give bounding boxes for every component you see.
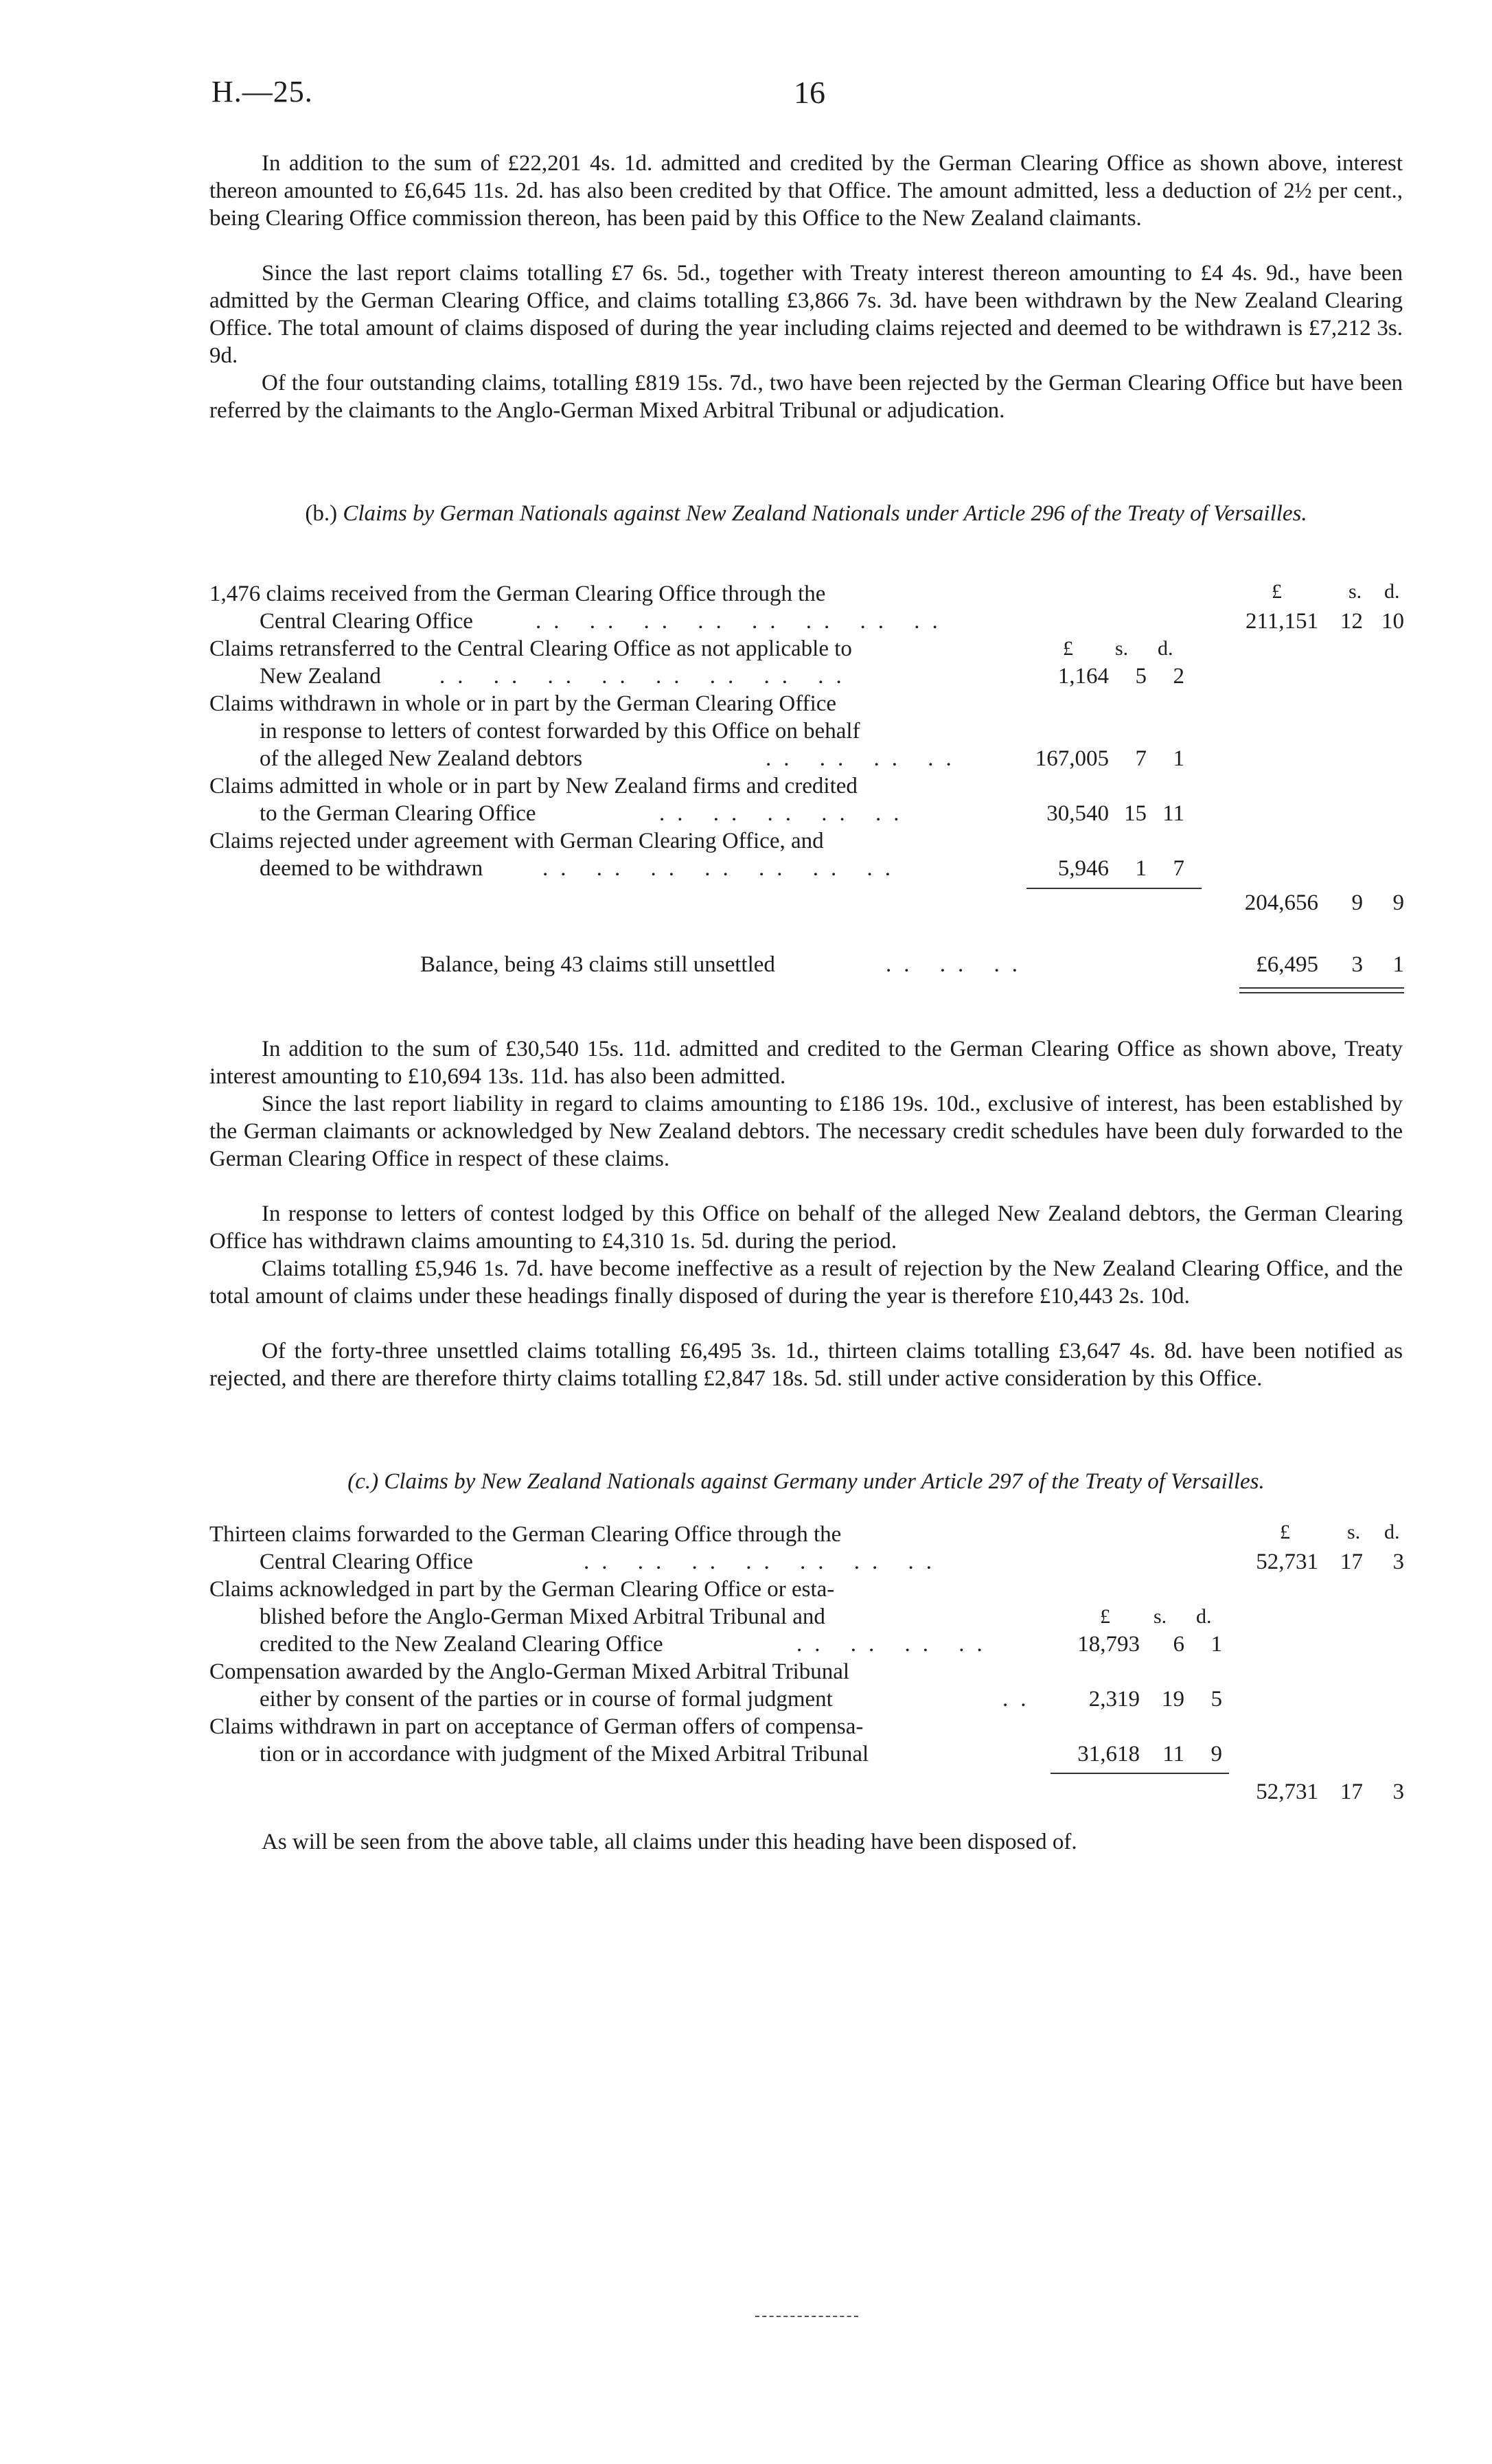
section-b-title: Claims by German Nationals against New Zealand Nationals under Article 296 of the Treaty of Versailles. (343, 501, 1307, 526)
closing-paragraph: As will be seen from the above table, all claims under this heading have been disposed of. (262, 1830, 1077, 1854)
b-subheader-pence: d. (1158, 637, 1173, 660)
table-row-label: Compensation awarded by the Anglo-German Mixed Arbitral Tribunal (209, 1659, 850, 1684)
amount-pence: 1 (1210, 1632, 1222, 1657)
amount-pence: 3 (1392, 1550, 1404, 1574)
amount-pence: 11 (1162, 801, 1184, 826)
amount-shillings: 17 (1340, 1550, 1363, 1574)
amount-shillings: 15 (1124, 801, 1147, 826)
table-row-label: Claims withdrawn in part on acceptance of German offers of compensa- (209, 1714, 864, 1739)
b-subtotal-pence: 9 (1392, 890, 1404, 915)
report-code: H.—25. (211, 75, 313, 108)
intro-paragraph-3: Of the four outstanding claims, totalling £819 15s. 7d., two have been rejected by the German Clearing Office but have been referred by the claimants to the Anglo-German Mixed Arbitral Tribunal or adjudication. (209, 371, 1403, 423)
b-balance-pounds: £6,495 (1256, 952, 1318, 977)
c-total-pence: 3 (1392, 1780, 1404, 1804)
amount-pence: 5 (1210, 1687, 1222, 1712)
c-subheader-pence: d. (1196, 1605, 1212, 1628)
b-balance-pence: 1 (1392, 952, 1404, 977)
balance-label: Balance, being 43 claims still unsettled (420, 952, 775, 977)
amount-pounds: 5,946 (1057, 856, 1109, 881)
amount-pounds: 18,793 (1077, 1632, 1140, 1657)
amount-pounds: 31,618 (1077, 1742, 1140, 1766)
table-row-label: to the German Clearing Office (260, 801, 536, 826)
table-row-label: Claims admitted in whole or in part by New Zealand firms and credited (209, 774, 858, 798)
amount-shillings: 12 (1340, 609, 1363, 634)
table-row-label: credited to the New Zealand Clearing Office (260, 1632, 663, 1657)
b-subtotal-pounds: 204,656 (1244, 890, 1318, 915)
table-row-label: blished before the Anglo-German Mixed Arbitral Tribunal and (260, 1604, 825, 1629)
end-rule (755, 2316, 858, 2317)
table-row-label: Claims rejected under agreement with German Clearing Office, and (209, 829, 824, 853)
document-page: H.—25. 16 In addition to the sum of £22,201 4s. 1d. admitted and credited by the German Clearing Office as shown above, interest thereon amounted to £6,645 11s. 2d. has also been credited by that Office. The amount admitted, less a deduction of 2½ per cent., being Clearing Office commission thereon, has been paid by this Office to the New Zealand claimants. Since the last report claims totalling £7 6s. 5d., together with Treaty interest thereon amounting to £4 4s. 9d., have been admitted by the German Clearing Office, and claims totalling £3,866 7s. 3d. have been withdrawn by the New Zealand Clearing Office. The total amount of claims disposed of during the year including claims rejected and deemed to be withdrawn is £7,212 3s. 9d. Of the four outstanding claims, totalling £819 15s. 7d., two have been rejected by the German Clearing Office but have been referred by the claimants to the Anglo-German Mixed Arbitral Tribunal or adjudication. (b.) Claims by German Nationals against New Zealand Nationals under Article 296 of the Treaty of Versailles. £ s. d. 1,476 claims received from the German Clearing Office through the Central Clearing Office .. .. .. .. .. .. .. .. 211,151 12 10 £ s. d. Claims retransferred to the Central Clearing Office as not applicable to New Zealand .. .. .. .. .. .. .. .. 1,164 5 2 Claims withdrawn in whole or in part by the German Clearing Office in response to letters of contest forwarded by this Office on behalf of the alleged New Zealand debtors .. .. .. .. 167,005 7 1 Claims admitted in whole or in part by New Zealand firms and credited to the German Clearing Office .. .. .. .. .. 30,540 15 11 Claims rejected under agreement with German Clearing Office, and deemed to be withdrawn .. .. .. .. .. .. .. 5,946 1 7 204,656 9 9 Balance, being 43 claims still unsettled .. .. .. £6,495 3 1 In addition to the sum of £30,540 15s. 11d. admitted and credited to the German Clearing Office as shown above, Treaty interest amounting to £10,694 13s. 11d. has also been admitted. Since the last report liability in regard to claims amounting to £186 19s. 10d., exclusive of interest, has been established by the German claimants or acknowledged by New Zealand debtors. The necessary credit schedules have been duly forwarded to the German Clearing Office in respect of these claims. In response to letters of contest lodged by this Office on behalf of the alleged New Zealand debtors, the German Clearing Office has withdrawn claims amounting to £4,310 1s. 5d. during the period. Claims totalling £5,946 1s. 7d. have become ineffective as a result of rejection by the New Zealand Clearing Office, and the total amount of claims under these headings finally disposed of during the year is therefore £10,443 2s. 10d. Of the forty-three unsettled claims totalling £6,495 3s. 1d., thirteen claims totalling £3,647 4s. 8d. have been notified as rejected, and there are therefore thirty claims totalling £2,847 18s. 5d. still under active consideration by this Office. (c.) Claims by New Zealand Nationals against Germany under Article 297 of the Treaty of Versailles. £ s. d. Thirteen claims forwarded to the German Clearing Office through the Central Clearing Office .. .. .. .. .. .. .. 52,731 17 3 Claims acknowledged in part by the German Clearing Office or esta- £ s. d. blished before the Anglo-German Mixed Arbitral Tribunal and credited to the New Zealand Clearing Office .. .. .. .. 18,793 6 1 Compensation awarded by the Anglo-German Mixed Arbitral Tribunal either by consent of the parties or in course of formal judgment .. 2,319 19 5 Claims withdrawn in part on acceptance of German offers of compensa- tion or in accordance with judgment of the Mixed Arbitral Tribunal 31,618 11 9 52,731 17 3 As will be seen from the above table, all claims under this heading have been disposed of. (0, 0, 1492, 2464)
amount-pence: 7 (1173, 856, 1184, 881)
middle-paragraph-5: Of the forty-three unsettled claims totalling £6,495 3s. 1d., thirteen claims totalling £3,647 4s. 8d. have been notified as rejected, and there are therefore thirty claims totalling £2,847 18s. 5d. still under active consideration by this Office. (209, 1339, 1403, 1391)
amount-pounds: 211,151 (1245, 609, 1318, 634)
middle-paragraph-4: Claims totalling £5,946 1s. 7d. have become ineffective as a result of rejection by the New Zealand Clearing Office, and the total amount of claims under these headings finally disposed of during the year is therefore £10,443 2s. 10d. (209, 1256, 1403, 1309)
table-row-label: New Zealand (260, 664, 381, 689)
amount-shillings: 5 (1135, 664, 1147, 689)
intro-paragraph-2: Since the last report claims totalling £7 6s. 5d., together with Treaty interest thereon amounting to £4 4s. 9d., have been admitted by the German Clearing Office, and claims totalling £3,866 7s. 3d. have been withdrawn by the New Zealand Clearing Office. The total amount of claims disposed of during the year including claims rejected and deemed to be withdrawn is £7,212 3s. 9d. (209, 261, 1403, 368)
amount-pounds: 30,540 (1046, 801, 1109, 826)
amount-pounds: 167,005 (1035, 746, 1109, 771)
table-row-label: 1,476 claims received from the German Clearing Office through the (209, 582, 826, 606)
section-c-heading: (c.) Claims by New Zealand Nationals against Germany under Article 297 of the Treaty of Versailles. (347, 1469, 1265, 1494)
balance-double-rule (1239, 987, 1404, 993)
b-balance-shillings: 3 (1351, 952, 1363, 977)
amount-pounds: 52,731 (1256, 1550, 1318, 1574)
c-header-shilling: s. (1347, 1521, 1361, 1543)
table-row-label: Thirteen claims forwarded to the German Clearing Office through the (209, 1522, 842, 1547)
table-row-label: Central Clearing Office (260, 1550, 473, 1574)
amount-pounds: 1,164 (1057, 664, 1109, 689)
table-row-label: Claims acknowledged in part by the German Clearing Office or esta- (209, 1577, 835, 1602)
middle-paragraph-1: In addition to the sum of £30,540 15s. 11d. admitted and credited to the German Clearing Office as shown above, Treaty interest amounting to £10,694 13s. 11d. has also been admitted. (209, 1037, 1403, 1089)
subtotal-rule (1026, 888, 1202, 889)
amount-shillings: 1 (1135, 856, 1147, 881)
b-header-pound: £ (1272, 580, 1282, 603)
section-b-heading (209, 500, 1403, 527)
section-b-label: (b.) (305, 501, 338, 526)
intro-paragraph-1: In addition to the sum of £22,201 4s. 1d. admitted and credited by the German Clearing Office as shown above, interest thereon amounted to £6,645 11s. 2d. has also been credited by that Office. The amount admitted, less a deduction of 2½ per cent., being Clearing Office commission thereon, has been paid by this Office to the New Zealand claimants. (209, 151, 1403, 231)
amount-pounds: 2,319 (1088, 1687, 1140, 1712)
c-header-pound: £ (1280, 1521, 1290, 1543)
table-row-label: Claims retransferred to the Central Clearing Office as not applicable to (209, 636, 852, 661)
table-row-label: deemed to be withdrawn (260, 856, 483, 881)
amount-pence: 10 (1381, 609, 1404, 634)
c-subheader-shilling: s. (1154, 1605, 1167, 1628)
c-subheader-pound: £ (1100, 1605, 1110, 1628)
table-row-label: of the alleged New Zealand debtors (260, 746, 583, 771)
amount-shillings: 11 (1162, 1742, 1184, 1766)
c-total-pounds: 52,731 (1256, 1780, 1318, 1804)
b-subheader-pound: £ (1063, 637, 1073, 660)
middle-paragraph-2: Since the last report liability in regard to claims amounting to £186 19s. 10d., exclusive of interest, has been established by the German claimants or acknowledged by New Zealand debtors. The necessary credit schedules have been duly forwarded to the German Clearing Office in respect of these claims. (209, 1092, 1403, 1171)
b-header-shilling: s. (1348, 580, 1362, 603)
table-row-label: either by consent of the parties or in course of formal judgment (260, 1687, 833, 1712)
amount-pence: 2 (1173, 664, 1184, 689)
total-rule (1051, 1773, 1229, 1774)
table-row-label: tion or in accordance with judgment of the Mixed Arbitral Tribunal (260, 1742, 869, 1766)
amount-shillings: 19 (1162, 1687, 1184, 1712)
amount-shillings: 6 (1173, 1632, 1184, 1657)
table-row-label: Central Clearing Office (260, 609, 473, 634)
page-number: 16 (794, 75, 825, 110)
middle-paragraph-3: In response to letters of contest lodged by this Office on behalf of the alleged New Zealand debtors, the German Clearing Office has withdrawn claims amounting to £4,310 1s. 5d. during the period. (209, 1201, 1403, 1254)
amount-pence: 1 (1173, 746, 1184, 771)
b-subheader-shilling: s. (1115, 637, 1129, 660)
b-subtotal-shillings: 9 (1351, 890, 1363, 915)
amount-pence: 9 (1210, 1742, 1222, 1766)
b-header-pence: d. (1384, 580, 1400, 603)
amount-shillings: 7 (1135, 746, 1147, 771)
c-header-pence: d. (1384, 1521, 1400, 1543)
table-row-label: Claims withdrawn in whole or in part by the German Clearing Office (209, 691, 837, 716)
table-row-label: in response to letters of contest forwarded by this Office on behalf (260, 719, 860, 744)
c-total-shillings: 17 (1340, 1780, 1363, 1804)
